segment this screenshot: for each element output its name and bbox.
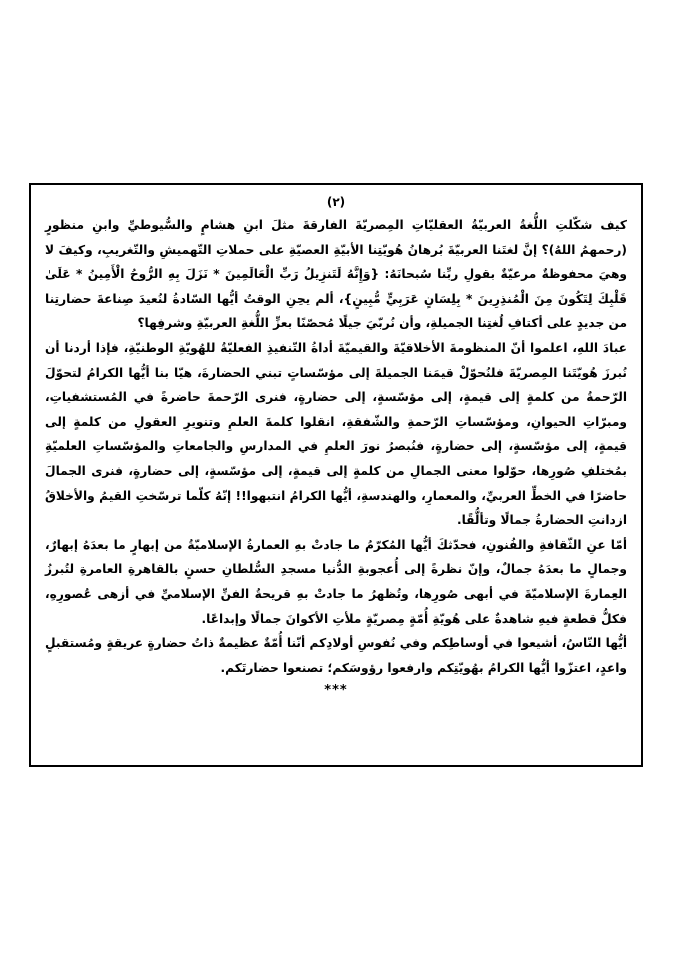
paragraph-language: كيف شكّلتِ اللُّغةُ العربيّةُ العقليّاتِ المِصريّةَ الفارقةَ مثلَ ابنِ هشامٍ والسُّيوطيِّ وابنِ منظورٍ (رحمهمُ اللهُ)؟ إنَّ لغتَنا العربيّةَ بُرهانُ هُويّتِنا الأبيّةِ العصيّةِ على حملاتِ التّهميشِ والتّغريبِ، وكيفَ لا وهيَ محفوظةٌ مرعيّةٌ بقولِ ربِّنا سُبحانَهُ: {وَإِنَّهُ لَتَنزِيلُ رَبِّ الْعَالَمِينَ * نَزَلَ بِهِ الرُّوحُ الْأَمِينُ * عَلَىٰ قَلْبِكَ لِتَكُونَ مِنَ الْمُنذِرِينَ * بِلِسَانٍ عَرَبِيٍّ مُّبِينٍ}، ألم يحِنِ الوقتُ أيُّها السّادةُ لنُعيدَ صِناعةَ حضارتِنا من جديدٍ على أكتافِ لُغتِنا الجميلةِ، وأن نُربّيَ جيلًا مُحصّنًا بعزِّ اللُّغةِ العربيّةِ وشرفِها؟ — [45, 218, 627, 331]
end-mark: *** — [324, 683, 348, 698]
paragraph-closing: أيُّها النّاسُ، أشيعوا في أوساطِكم وفي نُفوسِ أولادِكم أنّنا أُمّةٌ عظيمةٌ ذاتُ حضارةٍ عريقةٍ ومُستقبلٍ واعدٍ، اعتزّوا أيُّها الكرامُ بهُويّتِكم وارفعوا رؤوسَكم؛ تصنعوا حضارتَكم. — [45, 636, 627, 675]
page-frame — [29, 183, 643, 767]
paragraph-values: عبادَ اللهِ، اعلموا أنّ المنظومةَ الأخلاقيّةَ والقيميّةَ أداةُ التّنفيذِ الفعليّةُ للهُويّةِ الوطنيّةِ، فإذا أردنا أن نُبرزَ هُويّتَنا المِصريّةَ فلنُحوّلْ قيمَنا الجميلةَ إلى مؤسّساتٍ تبني الحضارةَ، هيّا بنا أيُّها الكرامُ لتحوّلَ الرّحمةُ من كلمةٍ إلى قيمةٍ، إلى مؤسّسةٍ، إلى حضارةٍ، فنرى الرّحمةَ حاضرةً في المُستشفياتِ، ومبرّاتِ الحيوانِ، ومؤسّساتِ الرّحمةِ والشّفقةِ، انقلوا كلمةَ العلمِ وتنويرِ العقولِ من كلمةٍ إلى قيمةٍ، إلى مؤسّسةٍ، إلى حضارةٍ، فنُبصرُ نورَ العلمِ في المدارسِ والجامعاتِ والمؤسّساتِ العلميّةِ بمُختلفِ صُورِها، حوّلوا معنى الجمالِ من كلمةٍ إلى قيمةٍ، إلى مؤسّسةٍ، إلى حضارةٍ، فنرى الجمالَ حاضرًا في الخطِّ العربيِّ، والمعمارِ، والهندسةِ، أيُّها الكرامُ انتبهوا!! إنّهُ كلّما ترسّختِ القيمُ والأخلاقُ ازدانتِ الحضارةُ جمالًا وتألُّقًا. — [45, 340, 627, 528]
paragraph-arts: أمّا عنِ الثّقافةِ والفُنونِ، فحدّثكَ أيُّها المُكرّمُ ما جادتْ بهِ العمارةُ الإسلاميّةُ من إبهارٍ ما بعدَهُ إبهارٌ، وجمالٍ ما بعدَهُ جمالٌ، وإنّ نظرةً إلى أُعجوبةِ الدُّنيا مسجدِ السُّلطانِ حسنٍ بالقاهرةِ العامرةِ لتُبرزُ العِمارةَ الإسلاميّةَ في أبهى صُورِها، وتُظهرُ ما جادتْ بهِ قريحةُ الفنِّ الإسلاميِّ في أزهى عُصورِهِ، فكلُّ قطعةٍ فيهِ شاهدةٌ على هُويّةِ أُمّةٍ مِصريّةٍ ملأتِ الأكوانَ جمالًا وإبداعًا. — [45, 537, 627, 626]
page-number: (٢) — [326, 195, 346, 209]
document-body — [45, 213, 627, 680]
